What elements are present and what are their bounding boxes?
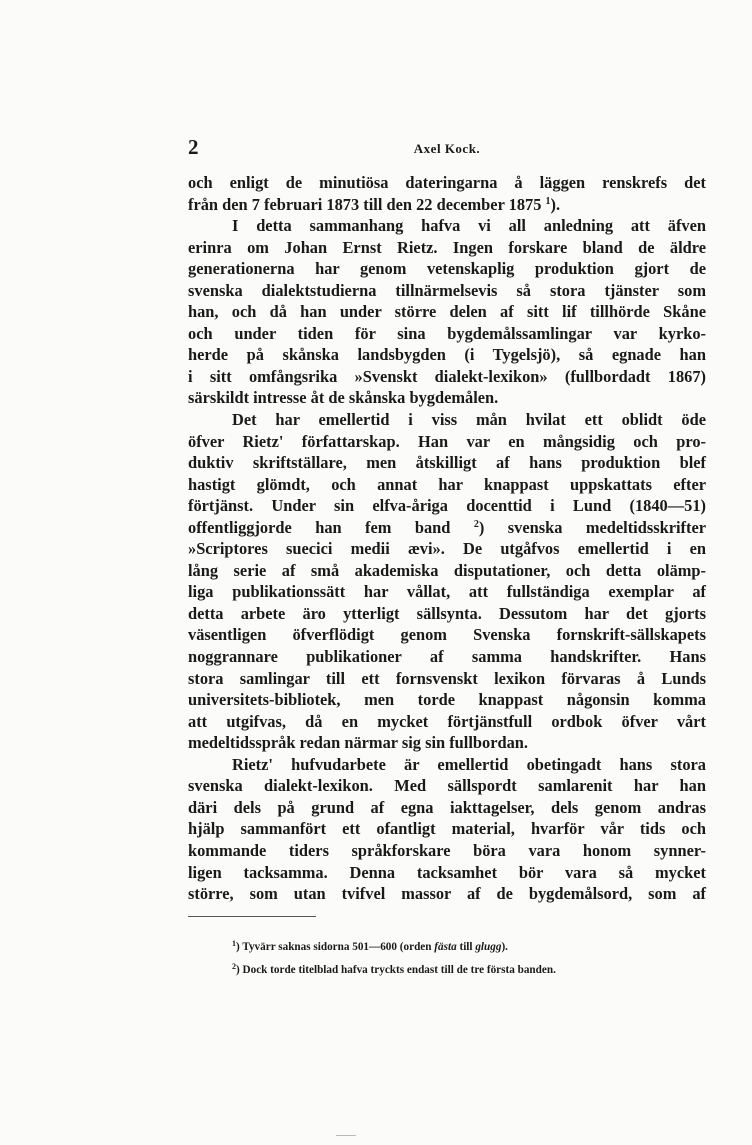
- text-line: Rietz' hufvudarbete är emellertid obetingadt hans stora: [232, 754, 706, 774]
- text-segment: från den 7 februari 1873 till den 22 december 1875: [188, 194, 542, 214]
- text-line-with-footnote-ref: [188, 194, 706, 216]
- text-line: Det har emellertid i viss mån hvilat ett oblidt öde: [232, 410, 706, 430]
- footnote-2: [232, 957, 712, 980]
- footnote-text: till: [456, 941, 476, 953]
- footnote-italic: glugg: [475, 941, 502, 953]
- footnote-mark: 2: [232, 962, 236, 971]
- text-segment: offentliggjorde han fem band: [188, 517, 451, 537]
- text-line: ligen tacksamma. Denna tacksamhet bör vara så mycket: [188, 862, 706, 882]
- footnote-mark: 1: [232, 939, 236, 948]
- text-line: väsentligen öfverflödigt genom Svenska fornskrift-sällskapets: [188, 625, 706, 645]
- text-line: universitets-bibliotek, men torde knappast någonsin komma: [188, 690, 706, 710]
- text-line: och enligt de minutiösa dateringarna å läggen renskrefs det: [188, 173, 706, 192]
- text-line: särskildt intresse åt de skånska bygdemålen.: [188, 388, 499, 408]
- footnotes: [232, 934, 712, 980]
- text-line: liga publikationssätt har vållat, att fullständiga exemplar af: [188, 582, 706, 602]
- page-number: 2: [188, 135, 199, 159]
- footnote-italic: fästa: [434, 941, 457, 953]
- text-line: svenska dialekt-lexikon. Med sällspordt samlarenit har han: [188, 776, 706, 796]
- text-line: att utgifvas, då en mycket förtjänstfull ordbok öfver vårt: [188, 711, 706, 731]
- footnote-divider: [188, 916, 316, 917]
- text-line: hjälp sammanfört ett ofantligt material, hvarför vår tids och: [188, 819, 706, 839]
- footnote-ref-1: 1: [545, 195, 551, 207]
- footnote-text: ) Tyvärr saknas sidorna 501—600 (orden: [236, 941, 435, 953]
- text-line: lång serie af små akademiska disputationer, och detta olämp-: [188, 560, 706, 580]
- text-line: medeltidsspråk redan närmar sig sin fullbordan.: [188, 733, 529, 753]
- text-line: och under tiden för sina bygdemålssamlingar var kyrko-: [188, 323, 706, 343]
- scan-edge-mark: [336, 1135, 356, 1136]
- text-line-with-footnote-ref: [188, 517, 706, 539]
- text-line: duktiv skriftställare, men åtskilligt af hans produktion blef: [188, 453, 706, 473]
- text-segment: ) svenska medeltidsskrifter: [478, 517, 706, 537]
- text-line: hastigt glömdt, och annat har knappast uppskattats efter: [188, 474, 706, 494]
- running-head: Axel Kock.: [413, 141, 481, 156]
- footnote-text: ) Dock torde titelblad hafva tryckts endast till de tre första banden.: [236, 964, 556, 976]
- text-line: förtjänst. Under sin elfva-åriga docenttid i Lund (1840—51): [188, 496, 706, 516]
- text-line: kommande tiders språkforskare böra vara honom synner-: [188, 840, 706, 860]
- footnote-ref-2: 2: [473, 518, 479, 530]
- text-line: detta arbete äro ytterligt sällsynta. Dessutom har det gjorts: [188, 603, 706, 623]
- text-line: svenska dialektstudierna tillnärmelsevis så stora tjänster som: [188, 280, 706, 300]
- text-line: noggrannare publikationer af samma handskrifter. Hans: [188, 647, 706, 667]
- text-line: »Scriptores suecici medii ævi». De utgåfvos emellertid i en: [188, 539, 706, 559]
- page-header: [188, 134, 706, 162]
- text-line: större, som utan tvifvel massor af de bygdemålsord, som af: [188, 884, 706, 904]
- text-line: däri dels på grund af egna iakttagelser, dels genom andras: [188, 797, 706, 817]
- text-line: i sitt omfångsrika »Svenskt dialekt-lexikon» (fullbordadt 1867): [188, 366, 706, 386]
- text-line: erinra om Johan Ernst Rietz. Ingen forskare bland de äldre: [188, 237, 706, 257]
- footnote-1: [232, 934, 712, 957]
- text-line: I detta sammanhang hafva vi all anledning att äfven: [232, 216, 706, 236]
- text-line: stora samlingar till ett fornsvenskt lexikon förvaras å Lunds: [188, 668, 706, 688]
- footnote-text: ).: [501, 941, 508, 953]
- text-line: herde på skånska landsbygden (i Tygelsjö), så egnade han: [188, 345, 706, 365]
- text-line: öfver Rietz' författarskap. Han var en mångsidig och pro-: [188, 431, 706, 451]
- text-segment: ).: [550, 194, 561, 214]
- body-text: [188, 172, 706, 905]
- text-line: generationerna har genom vetenskaplig produktion gjort de: [188, 259, 706, 279]
- text-line: han, och då han under större delen af sitt lif tillhörde Skåne: [188, 302, 706, 322]
